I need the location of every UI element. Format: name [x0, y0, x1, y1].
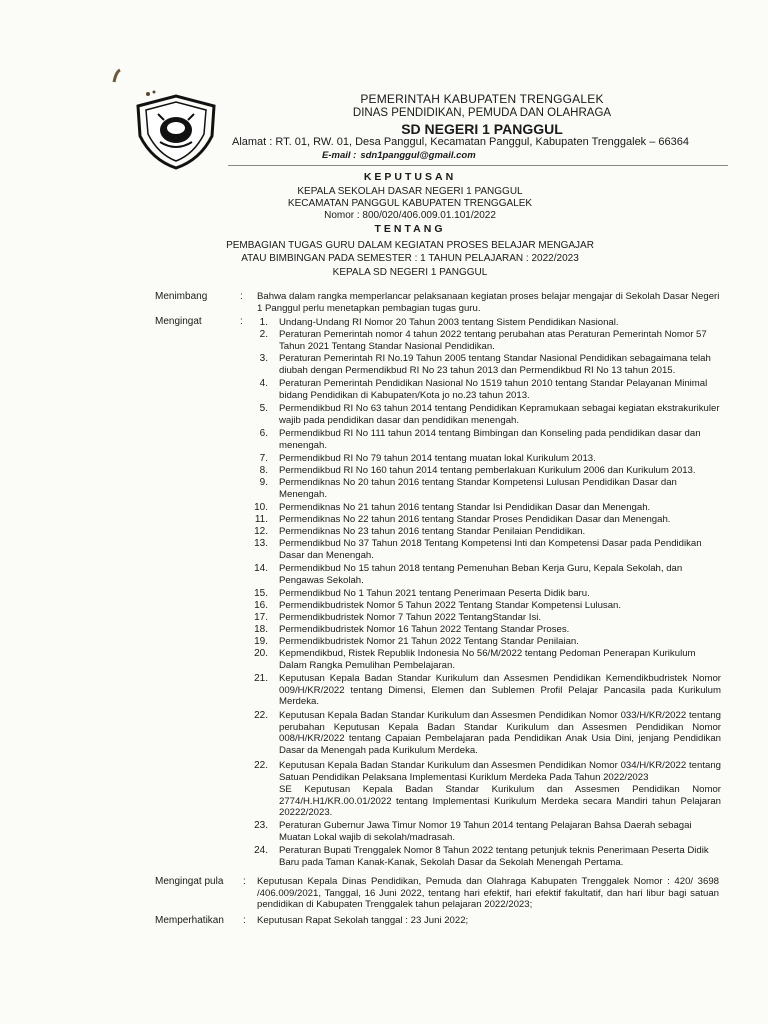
- mengingat-item-number: 23.: [254, 820, 268, 831]
- subject-line-3: KEPALA SD NEGERI 1 PANGGUL: [332, 267, 488, 278]
- mengingat-item-number: 14.: [254, 563, 268, 574]
- heading-nomor: Nomor : 800/020/406.009.01.101/2022: [324, 210, 496, 221]
- mengingat-item-text: Undang-Undang RI Nomor 20 Tahun 2003 tentang Sistem Pendidikan Nasional.: [279, 317, 619, 328]
- mengingat-item-number: 12.: [254, 526, 268, 537]
- mengingat-item-text: Peraturan Gubernur Jawa Timur Nomor 19 Tahun 2014 tentang Pelajaran Bahsa Daerah sebagai Muatan Lokal wajib di sekolah/madrasah.: [279, 820, 692, 843]
- mengingat-item-number: 19.: [254, 636, 268, 647]
- subject-line-1: PEMBAGIAN TUGAS GURU DALAM KEGIATAN PROSES BELAJAR MENGAJAR: [226, 240, 594, 251]
- letterhead: [232, 92, 732, 138]
- mengingat-item-text: Permendikbud No 37 Tahun 2018 Tentang Kompetensi Inti dan Kompetensi Dasar pada Pendidikan Dasar dan Menengah.: [279, 538, 702, 561]
- mengingat-item-text: Peraturan Pemerintah nomor 4 tahun 2022 tentang perubahan atas Peraturan Pemerintah Nomor 57 Tahun 2021 Tentang Standar Nasional Pendidikan.: [279, 329, 707, 352]
- memperhatikan-text: Keputusan Rapat Sekolah tanggal : 23 Juni 2022;: [257, 915, 469, 926]
- mengingat-item-text: SE Keputusan Kepala Badan Standar Kurikulum dan Assesmen Pendidikan Nomor 2774/H.H1/KR.00.01/2022 tentang Implementasi Kurikulum Merdeka secara Mandiri tahun Pelajaran 20222/2023.: [279, 784, 721, 819]
- mengingat-item-number: 15.: [254, 588, 268, 599]
- mengingat-item-number: 2.: [259, 329, 268, 340]
- keputusan-title: KEPUTUSAN: [363, 171, 457, 183]
- tentang-title: TENTANG: [374, 223, 446, 235]
- mengingat-item-text: Permendikbud No 1 Tahun 2021 tentang Penerimaan Peserta Didik baru.: [279, 588, 590, 599]
- letterhead-government: PEMERINTAH KABUPATEN TRENGGALEK: [360, 92, 604, 106]
- mengingat-item-text: Keputusan Kepala Badan Standar Kurikulum dan Assesmen Pendidikan Kemendikbudristek Nomor 009/H/KR/2022 tentang Dimensi, Elemen dan Sublemen Profil Pelajar Pancasila pada Kurikulum Merdeka.: [279, 673, 721, 708]
- mengingat-item-number: 10.: [254, 502, 268, 513]
- mengingat-item-text: Keputusan Kepala Badan Standar Kurikulum dan Assesmen Pendidikan Nomor 034/H/KR/2022 tentang Satuan Pendidikan Pelaksana Implementasi Kuriklum Merdeka Pada Tahun 2022/2023: [279, 760, 721, 783]
- mengingat-item-text: Permendiknas No 21 tahun 2016 tentang Standar Isi Pendidikan Dasar dan Menengah.: [279, 502, 651, 513]
- mengingat-item-text: Permendikbud No 15 tahun 2018 tentang Pemenuhan Beban Kerja Guru, Kepala Sekolah, dan Pengawas Sekolah.: [279, 563, 683, 586]
- mengingat-item-text: Kepmendikbud, Ristek Republik Indonesia No 56/M/2022 tentang Pedoman Penerapan Kurikulum Dalam Rangka Pemulihan Pembelajaran.: [279, 648, 696, 671]
- heading-kepala: KEPALA SEKOLAH DASAR NEGERI 1 PANGGUL: [297, 186, 523, 197]
- heading-kecamatan: KECAMATAN PANGGUL KABUPATEN TRENGGALEK: [287, 198, 533, 209]
- mengingat-item-number: 5.: [259, 403, 268, 414]
- letterhead-divider: [228, 165, 728, 166]
- mengingat-item-number: 11.: [254, 514, 268, 525]
- mengingat-item-text: Permendikbudristek Nomor 5 Tahun 2022 Tentang Standar Kompetensi Lulusan.: [279, 600, 622, 611]
- email-label: E-mail :: [322, 150, 357, 161]
- mengingat-item-text: Permendiknas No 23 tahun 2016 tentang Standar Penilaian Pendidikan.: [279, 526, 586, 537]
- mengingat-item-number: 21.: [254, 673, 268, 684]
- mengingat-pula-colon: :: [243, 876, 246, 887]
- mengingat-item-number: 1.: [259, 317, 268, 328]
- mengingat-item-number: 16.: [254, 600, 268, 611]
- mengingat-item-text: Permendikbud RI No 79 tahun 2014 tentang muatan lokal Kurikulum 2013.: [279, 453, 596, 464]
- letterhead-email: [322, 150, 476, 161]
- mengingat-item-number: 17.: [254, 612, 268, 623]
- mengingat-item-number: 4.: [259, 378, 268, 389]
- mengingat-item-number: 22.: [254, 760, 268, 771]
- mengingat-pula-label: Mengingat pula: [155, 876, 224, 887]
- mengingat-colon: :: [240, 316, 243, 327]
- mengingat-item-text: Peraturan Bupati Trenggalek Nomor 8 Tahun 2022 tentang petunjuk teknis Penerimaan Peserta Didik Baru pada Taman Kanak-Kanak, Sekolah Dasar da Sekolah Menengah Pertama.: [279, 845, 709, 868]
- mengingat-item-text: Permendikbudristek Nomor 7 Tahun 2022 TentangStandar Isi.: [279, 612, 542, 623]
- mengingat-item-text: Peraturan Pemerintah Pendidikan Nasional No 1519 tahun 2010 tentang Standar Pelayanan Minimal bidang Pendidikan di Kabupaten/Kota jo no.23 tahun 2013.: [279, 378, 708, 401]
- letterhead-department: DINAS PENDIDIKAN, PEMUDA DAN OLAHRAGA: [352, 107, 612, 119]
- mengingat-pula-text: Keputusan Kepala Dinas Pendidikan, Pemuda dan Olahraga Kabupaten Trenggalek Nomor : 420/ 3698 /406.009/2021, Tanggal, 16 Juni 2022, tentang hari efektif, hari efektif fakultatif, dan hari libur bagi satuan pendidikan di Kabupaten Trenggalek tahun pelajaran 2022/2023;: [257, 876, 719, 911]
- mengingat-item-text: Permendikbud RI No 63 tahun 2014 tentang Pendidikan Kepramukaan sebagai kegiatan ekstrakurikuler wajib pada pendidikan dasar dan pendidikan menengah.: [279, 403, 720, 426]
- mengingat-item-text: Permendikbudristek Nomor 16 Tahun 2022 Tentang Standar Proses.: [279, 624, 570, 635]
- mengingat-item-number: 6.: [259, 428, 268, 439]
- mengingat-item-number: 3.: [259, 353, 268, 364]
- mengingat-item-number: 18.: [254, 624, 268, 635]
- mengingat-item-number: 22.: [254, 710, 268, 721]
- letterhead-address: Alamat : RT. 01, RW. 01, Desa Panggul, Kecamatan Panggul, Kabupaten Trenggalek – 66364: [232, 136, 690, 148]
- mengingat-item-number: 7.: [259, 453, 268, 464]
- mengingat-item-text: Permendiknas No 20 tahun 2016 tentang Standar Kompetensi Lulusan Pendidikan Dasar dan Menengah.: [279, 477, 677, 500]
- mengingat-item-text: Keputusan Kepala Badan Standar Kurikulum dan Assesmen Pendidikan Nomor 033/H/KR/2022 tentang perubahan Keputusan Kepala Badan Standar Kurikulum dan Assesmen Pendidikan Nomor 008/H/KR/2022 tentang Capaian Pembelajaran pada Pendidikan Anak Usia Dini, jenjang Pendidikan Dasar da Menengah pada Kurikulum Merdeka.: [279, 710, 721, 756]
- subject-line-2: ATAU BIMBINGAN PADA SEMESTER : 1 TAHUN PELAJARAN : 2022/2023: [241, 253, 579, 264]
- mengingat-item-number: 20.: [254, 648, 268, 659]
- letterhead-school: SD NEGERI 1 PANGGUL: [401, 121, 563, 137]
- memperhatikan-colon: :: [243, 915, 246, 926]
- menimbang-label: Menimbang: [155, 291, 208, 302]
- menimbang-colon: :: [240, 291, 243, 302]
- mengingat-item-number: 13.: [254, 538, 268, 549]
- email-value: sdn1panggul@gmail.com: [360, 150, 476, 161]
- crest-icon: [130, 92, 222, 170]
- mengingat-item-number: 24.: [254, 845, 268, 856]
- mengingat-item-text: Peraturan Pemerintah RI No.19 Tahun 2005 tentang Standar Nasional Pendidikan sebagaimana telah diubah dengan Permendikbud RI No 23 tahun 2013 dan Permendikbud RI No 13 tahun 2015.: [279, 353, 711, 376]
- memperhatikan-label: Memperhatikan: [155, 915, 224, 926]
- mengingat-item-text: Permendikbud RI No 111 tahun 2014 tentang Bimbingan dan Konseling pada pendidikan dasar dan menengah.: [279, 428, 701, 451]
- mengingat-label: Mengingat: [155, 316, 202, 327]
- mengingat-item-number: 9.: [259, 477, 268, 488]
- mengingat-item-number: 8.: [259, 465, 268, 476]
- mengingat-item-text: Permendikbudristek Nomor 21 Tahun 2022 Tentang Standar Penilaian.: [279, 636, 579, 647]
- menimbang-text: Bahwa dalam rangka memperlancar pelaksanaan kegiatan proses belajar mengajar di Sekolah Dasar Negeri 1 Panggul perlu menetapkan pembagian tugas guru.: [257, 291, 720, 314]
- mengingat-item-text: Permendiknas No 22 tahun 2016 tentang Standar Proses Pendidikan Dasar dan Menengah.: [279, 514, 671, 525]
- mengingat-item-text: Permendikbud RI No 160 tahun 2014 tentang pemberlakuan Kurikulum 2006 dan Kurikulum 2013.: [279, 465, 696, 476]
